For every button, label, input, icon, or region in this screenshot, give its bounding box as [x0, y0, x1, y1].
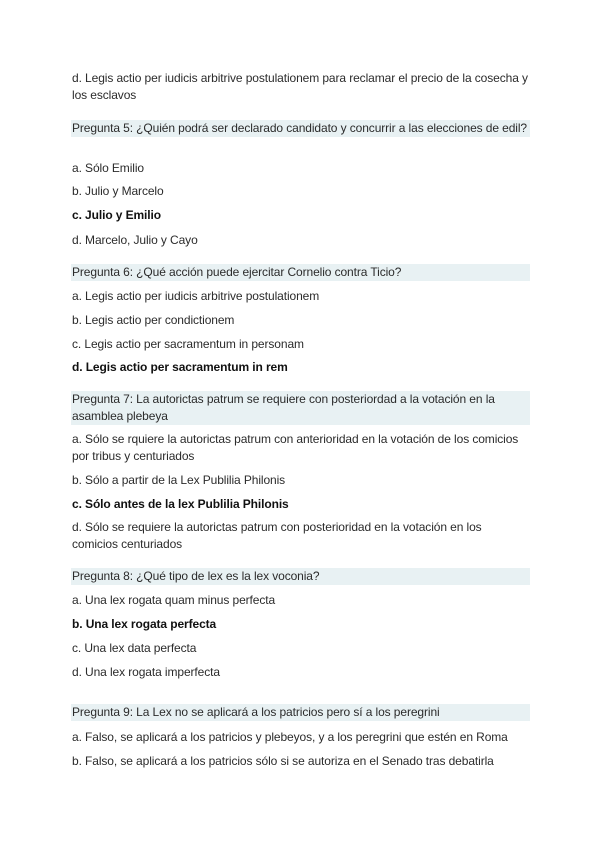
question-6: Pregunta 6: ¿Qué acción puede ejercitar Cornelio contra Ticio?	[71, 264, 530, 281]
option-c-q7-correct: c. Sólo antes de la lex Publilia Philonis	[72, 497, 289, 511]
option-c-q5-correct: c. Julio y Emilio	[72, 208, 161, 222]
option-d-q4: d. Legis actio per iudicis arbitrive postulationem para reclamar el precio de la cosecha y los esclavos	[72, 71, 528, 102]
option-b-q7: b. Sólo a partir de la Lex Publilia Philonis	[72, 473, 286, 487]
option-a-q7: a. Sólo se rquiere la autorictas patrum con anterioridad en la votación de los comicios por tribus y centuriados	[72, 432, 519, 463]
option-a-q6: a. Legis actio per iudicis arbitrive postulationem	[72, 289, 320, 303]
option-b-q5: b. Julio y Marcelo	[72, 184, 164, 198]
option-a-q8: a. Una lex rogata quam minus perfecta	[72, 593, 276, 607]
option-a-q5: a. Sólo Emilio	[72, 161, 144, 175]
option-b-q9: b. Falso, se aplicará a los patricios sólo si se autoriza en el Senado tras debatirla	[72, 754, 494, 768]
option-b-q6: b. Legis actio per condictionem	[72, 313, 235, 327]
option-c-q8: c. Una lex data perfecta	[72, 641, 197, 655]
question-5: Pregunta 5: ¿Quién podrá ser declarado candidato y concurrir a las elecciones de edil?	[71, 120, 530, 137]
question-8: Pregunta 8: ¿Qué tipo de lex es la lex voconia?	[71, 568, 530, 585]
option-c-q6: c. Legis actio per sacramentum in personam	[72, 337, 304, 351]
option-d-q5: d. Marcelo, Julio y Cayo	[72, 233, 198, 247]
option-b-q8-correct: b. Una lex rogata perfecta	[72, 617, 217, 631]
option-a-q9: a. Falso, se aplicará a los patricios y plebeyos, y a los peregrini que estén en Roma	[72, 730, 508, 744]
option-d-q6-correct: d. Legis actio per sacramentum in rem	[72, 360, 288, 374]
question-9: Pregunta 9: La Lex no se aplicará a los patricios pero sí a los peregrini	[71, 704, 530, 721]
option-d-q7: d. Sólo se requiere la autorictas patrum con posterioridad en la votación en los comicios centuriados	[72, 520, 482, 551]
question-7: Pregunta 7: La autorictas patrum se requiere con posteriordad a la votación en la asamblea plebeya	[71, 391, 530, 425]
option-d-q8: d. Una lex rogata imperfecta	[72, 665, 220, 679]
